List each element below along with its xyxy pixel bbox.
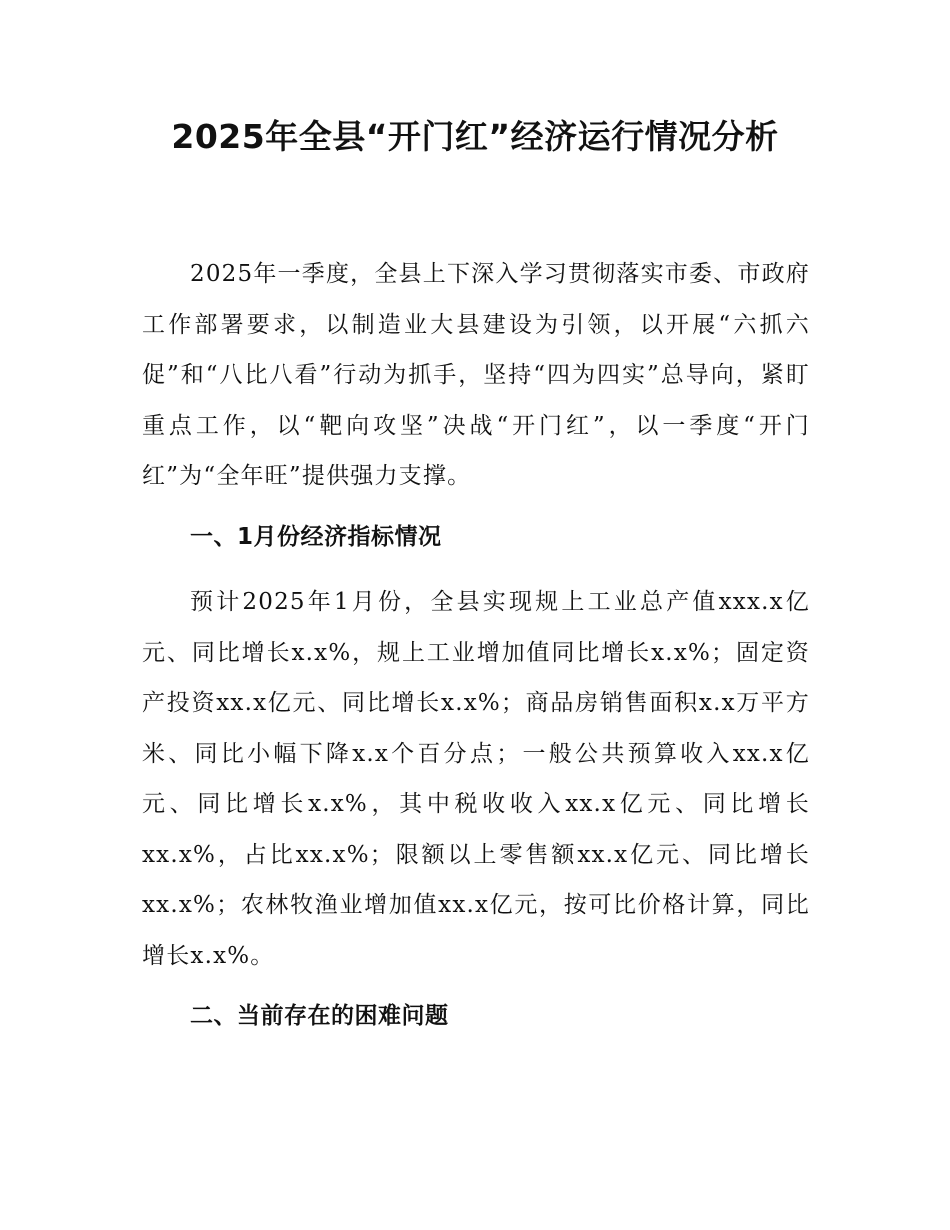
intro-paragraph: 2025年一季度，全县上下深入学习贯彻落实市委、市政府工作部署要求，以制造业大县建设为引领，以开展“六抓六促”和“八比八看”行动为抓手，坚持“四为四实”总导向，紧盯重点工作，以“靶向攻坚”决战“开门红”，以一季度“开门红”为“全年旺”提供强力支撑。 (142, 261, 810, 489)
section-heading-1: 一、1月份经济指标情况 (190, 524, 442, 550)
document-title: 2025年全县“开门红”经济运行情况分析 (171, 117, 779, 156)
section-heading-2: 二、当前存在的困难问题 (190, 1003, 449, 1029)
section-paragraph-1: 预计2025年1月份，全县实现规上工业总产值xxx.x亿元、同比增长x.x%，规上工业增加值同比增长x.x%；固定资产投资xx.x亿元、同比增长x.x%；商品房销售面积x.x万平方米、同比小幅下降x.x个百分点；一般公共预算收入xx.x亿元、同比增长x.x%，其中税收收入xx.x亿元、同比增长xx.x%，占比xx.x%；限额以上零售额xx.x亿元、同比增长xx.x%；农林牧渔业增加值xx.x亿元，按可比价格计算，同比增长x.x%。 (142, 589, 810, 969)
